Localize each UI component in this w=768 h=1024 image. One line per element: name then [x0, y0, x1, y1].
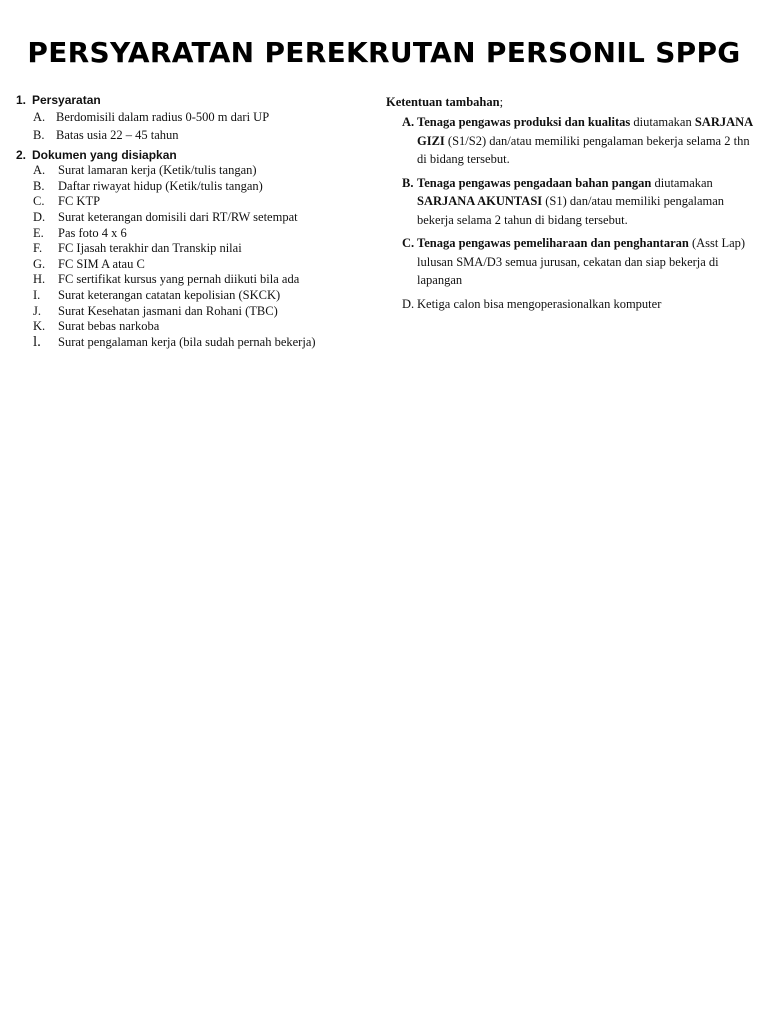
list-item [33, 163, 361, 179]
item-text: FC KTP [58, 194, 101, 209]
list-item [386, 234, 758, 290]
item-letter: B. [402, 175, 414, 190]
item-text: Pas foto 4 x 6 [58, 225, 127, 240]
list-item [33, 272, 361, 288]
plain-text: (S1/S2) dan/atau memiliki pengalaman bekerja selama 2 thn di bidang tersebut. [417, 133, 750, 166]
item-text: FC sertifikat kursus yang pernah diikuti bila ada [58, 272, 300, 287]
documents-heading [16, 147, 361, 163]
item-letter: l. [33, 333, 41, 350]
section-title: Dokumen yang disiapkan [32, 148, 177, 162]
item-letter: H. [33, 272, 46, 287]
item-text [417, 174, 758, 230]
item-letter: B. [33, 127, 45, 142]
bold-text: Tenaga pengawas produksi dan kualitas [417, 115, 631, 129]
bold-text: SARJANA AKUNTASI [417, 194, 543, 208]
item-text: Batas usia 22 – 45 tahun [56, 127, 179, 142]
item-letter: E. [33, 225, 44, 240]
right-column [386, 95, 758, 318]
item-letter: D. [33, 210, 46, 225]
left-column [16, 92, 361, 350]
item-text: Surat lamaran kerja (Ketik/tulis tangan) [58, 163, 257, 178]
additional-heading [386, 95, 758, 113]
item-letter: F. [33, 241, 43, 256]
section-title: Persyaratan [32, 93, 101, 107]
list-item [33, 319, 361, 335]
item-letter: A. [33, 109, 46, 124]
item-text [417, 113, 758, 169]
item-letter: D. [402, 296, 415, 311]
item-text: Surat pengalaman kerja (bila sudah pernah bekerja) [58, 334, 316, 349]
item-letter: C. [402, 236, 415, 250]
section-number: 2. [16, 148, 27, 162]
item-text: Surat Kesehatan jasmani dan Rohani (TBC) [58, 303, 278, 318]
heading-suffix: ; [499, 95, 504, 109]
item-text: FC SIM A atau C [58, 256, 145, 271]
item-text [417, 234, 758, 290]
item-letter: A. [402, 115, 415, 129]
list-item [33, 179, 361, 195]
item-text: Daftar riwayat hidup (Ketik/tulis tangan) [58, 178, 263, 193]
plain-text: diutamakan [651, 175, 713, 190]
bold-text: Tenaga pengawas pemeliharaan dan penghantaran [417, 236, 689, 250]
page-title: PERSYARATAN PEREKRUTAN PERSONIL SPPG [27, 36, 741, 69]
plain-text: Ketiga calon bisa mengoperasionalkan komputer [417, 296, 662, 311]
item-letter: K. [33, 319, 46, 334]
plain-text: (Asst Lap) lulusan SMA/D3 semua jurusan, cekatan dan siap bekerja di lapangan [417, 236, 746, 287]
documents-list [16, 163, 361, 350]
requirements-list [16, 108, 361, 144]
item-letter: C. [33, 194, 45, 209]
list-item [33, 288, 361, 304]
item-letter: I. [33, 288, 41, 303]
item-letter: B. [33, 178, 45, 193]
list-item [33, 210, 361, 226]
plain-text: diutamakan [630, 115, 695, 129]
list-item [386, 295, 758, 314]
list-item [33, 257, 361, 273]
additional-list [386, 113, 758, 313]
item-text: Surat keterangan catatan kepolisian (SKCK) [58, 288, 281, 303]
heading-text: Ketentuan tambahan [386, 95, 500, 109]
item-text: Surat keterangan domisili dari RT/RW setempat [58, 210, 298, 225]
list-item [33, 225, 361, 241]
list-item [386, 174, 758, 230]
item-text: Surat bebas narkoba [58, 319, 160, 334]
list-item [33, 194, 361, 210]
list-item [386, 113, 758, 169]
plain-text: (S1) dan/atau memiliki pengalaman bekerja selama 2 tahun di bidang tersebut. [417, 194, 725, 227]
list-item [33, 335, 361, 351]
section-number: 1. [16, 93, 27, 107]
bold-text: SARJANA GIZI [417, 115, 753, 148]
item-text: FC Ijasah terakhir dan Transkip nilai [58, 241, 242, 256]
list-item [33, 303, 361, 319]
list-item [33, 241, 361, 257]
requirements-heading [16, 92, 361, 108]
list-item [33, 108, 361, 126]
list-item [33, 126, 361, 144]
bold-text: Tenaga pengawas pengadaan bahan pangan [417, 175, 652, 190]
item-letter: A. [33, 163, 46, 178]
item-text: Berdomisili dalam radius 0-500 m dari UP [56, 109, 270, 124]
item-letter: J. [33, 303, 41, 318]
item-text [417, 295, 758, 314]
item-letter: G. [33, 256, 46, 271]
